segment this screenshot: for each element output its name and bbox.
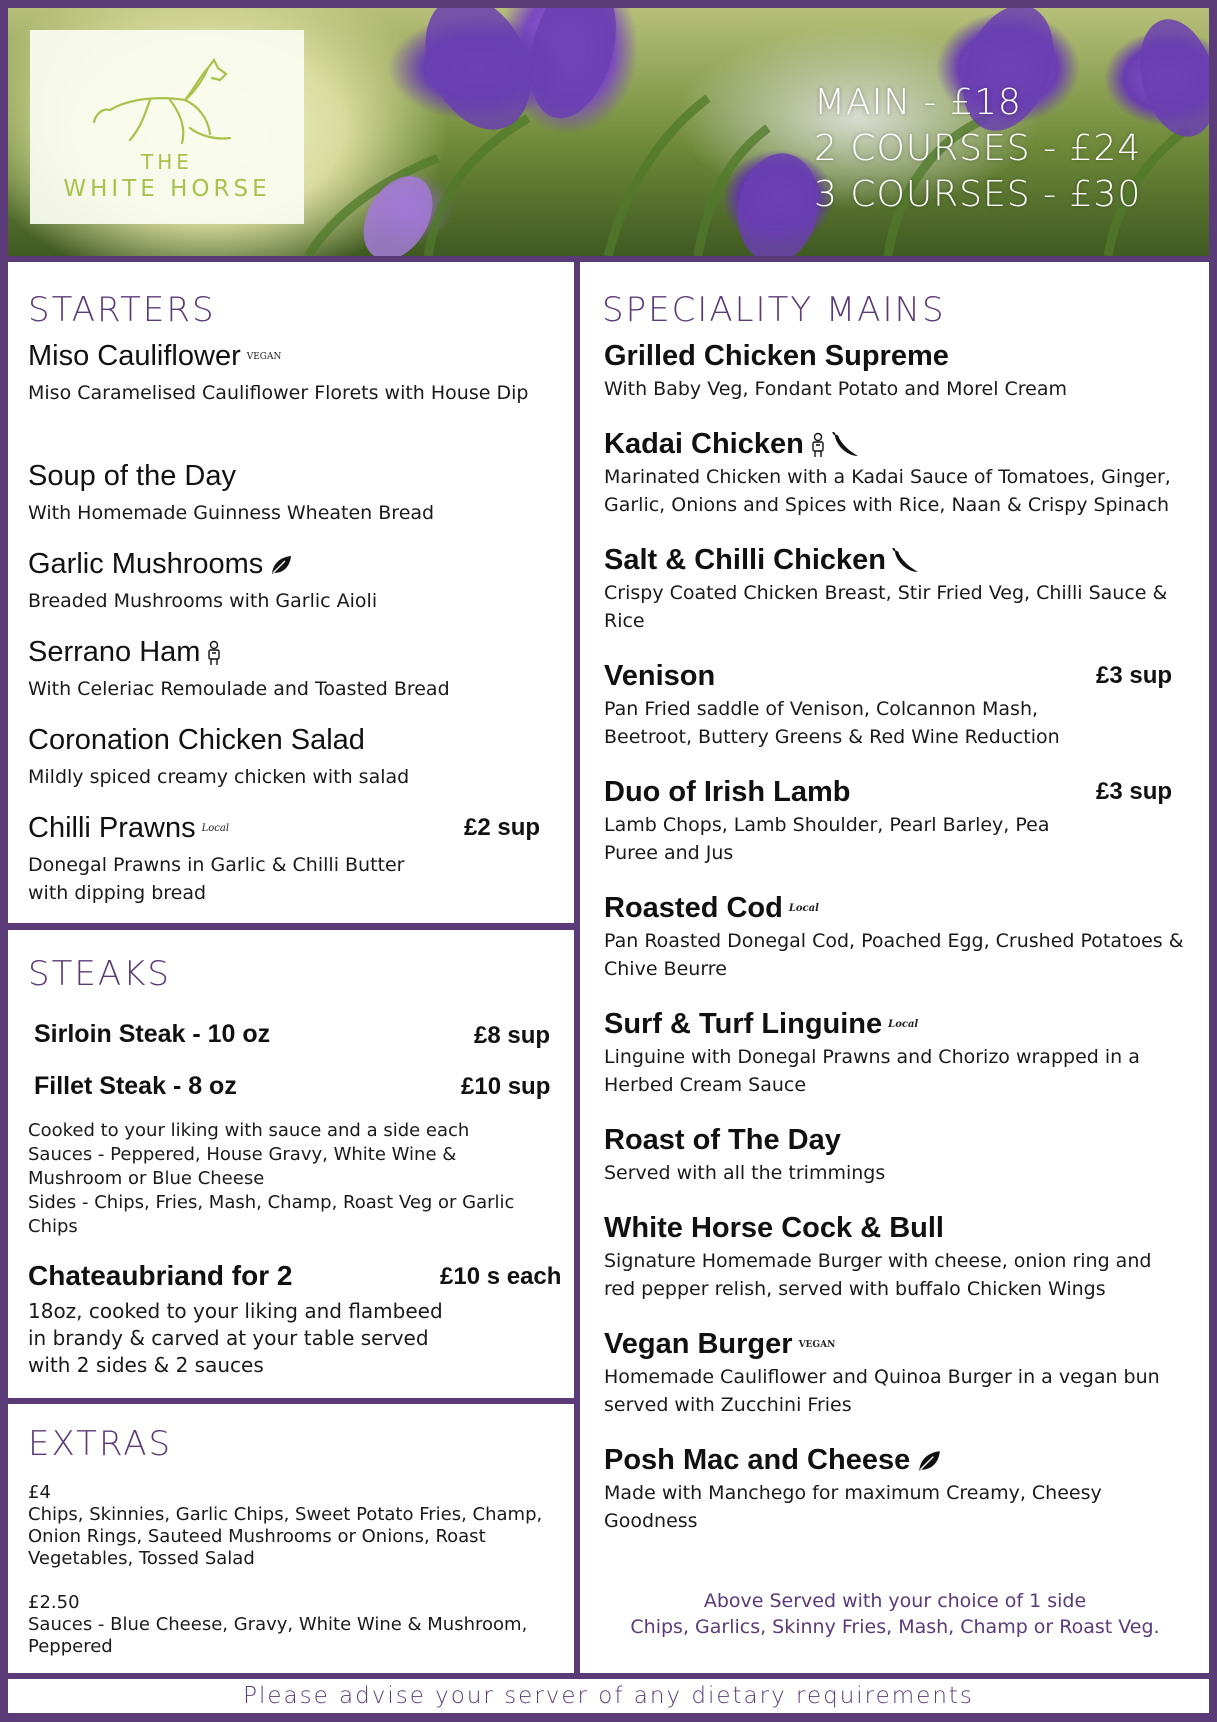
menu-item: [604, 340, 1184, 403]
item-name: Vegan Burger: [604, 1328, 793, 1360]
chilli-icon: [892, 548, 920, 574]
extras-items: Sauces - Blue Cheese, Gravy, White Wine & Mushroom, Peppered: [28, 1614, 528, 1657]
price-supplement: £8 sup: [474, 1022, 551, 1049]
item-description: Marinated Chicken with a Kadai Sauce of Tomatoes, Ginger, Garlic, Onions and Spices with Rice, Naan & Crispy Spinach: [604, 466, 1171, 516]
steak-name: Sirloin Steak - 10 oz: [34, 1020, 271, 1048]
side-choice-note: [580, 1588, 1210, 1640]
item-description: Served with all the trimmings: [604, 1162, 886, 1184]
price-3-courses: 3 COURSES - £30: [814, 174, 1142, 215]
chef-icon: [810, 432, 826, 458]
item-name: Garlic Mushrooms: [28, 548, 264, 580]
item-description: Lamb Chops, Lamb Shoulder, Pearl Barley, Pea Puree and Jus: [604, 814, 1050, 864]
item-description: Mildly spiced creamy chicken with salad: [28, 766, 410, 788]
extras-group-4: [28, 1482, 548, 1570]
item-description: Donegal Prawns in Garlic & Chilli Butter with dipping bread: [28, 854, 405, 904]
menu-item: [28, 636, 558, 703]
item-name: Duo of Irish Lamb: [604, 776, 851, 808]
menu-item: [604, 428, 1184, 519]
menu-item: [604, 660, 1084, 751]
steak-note-line: Sauces - Peppered, House Gravy, White Wine & Mushroom or Blue Cheese: [28, 1144, 457, 1189]
menu-item: [604, 1212, 1184, 1303]
item-description: Crispy Coated Chicken Breast, Stir Fried Veg, Chilli Sauce & Rice: [604, 582, 1168, 632]
menu-item: [604, 892, 1184, 983]
item-description: Breaded Mushrooms with Garlic Aioli: [28, 590, 378, 612]
item-name: Miso Cauliflower: [28, 340, 241, 372]
item-description: Pan Fried saddle of Venison, Colcannon Mash, Beetroot, Buttery Greens & Red Wine Reduction: [604, 698, 1060, 748]
item-description: Pan Roasted Donegal Cod, Poached Egg, Crushed Potatoes & Chive Beurre: [604, 930, 1184, 980]
menu-item: [28, 460, 558, 527]
extras-price: £2.50: [28, 1592, 80, 1613]
item-description: With Homemade Guinness Wheaten Bread: [28, 502, 435, 524]
item-description: 18oz, cooked to your liking and flambeed in brandy & carved at your table served with 2 sides & 2 sauces: [28, 1299, 443, 1377]
item-name: Kadai Chicken: [604, 428, 804, 460]
item-name: Roasted Cod: [604, 892, 783, 924]
menu-item: [28, 548, 558, 615]
local-tag: Local: [788, 903, 819, 914]
item-description: With Celeriac Remoulade and Toasted Bread: [28, 678, 450, 700]
item-description: Made with Manchego for maximum Creamy, Cheesy Goodness: [604, 1482, 1102, 1532]
extras-group-250: [28, 1592, 548, 1658]
item-name: Coronation Chicken Salad: [28, 724, 365, 756]
item-name: Roast of The Day: [604, 1124, 841, 1156]
price-supplement: £3 sup: [1096, 662, 1173, 689]
starters-panel: [8, 262, 574, 923]
item-name: Serrano Ham: [28, 636, 201, 668]
menu-item: [28, 340, 558, 407]
mains-panel: [580, 262, 1209, 1673]
item-name: Soup of the Day: [28, 460, 236, 492]
item-name: Salt & Chilli Chicken: [604, 544, 886, 576]
price-2-courses: 2 COURSES - £24: [814, 128, 1142, 169]
item-name: Chateaubriand for 2: [28, 1260, 293, 1291]
item-name: Surf & Turf Linguine: [604, 1008, 883, 1040]
price-supplement: £10 sup: [461, 1073, 551, 1100]
menu-item: [604, 776, 1084, 867]
price-supplement: £3 sup: [1096, 778, 1173, 805]
horse-logo-icon: [90, 48, 240, 148]
chilli-icon: [832, 432, 860, 458]
menu-item: [604, 1008, 1184, 1099]
item-name: White Horse Cock & Bull: [604, 1212, 944, 1244]
item-name: Posh Mac and Cheese: [604, 1444, 911, 1476]
item-description: With Baby Veg, Fondant Potato and Morel Cream: [604, 378, 1068, 400]
leaf-icon: [269, 553, 293, 577]
menu-item: [604, 1124, 1184, 1187]
item-name: Grilled Chicken Supreme: [604, 340, 949, 372]
menu-item: [28, 1260, 458, 1379]
extras-panel: [8, 1404, 574, 1673]
side-choice-line: Chips, Garlics, Skinny Fries, Mash, Champ or Roast Veg.: [630, 1616, 1160, 1638]
menu-item: [28, 724, 558, 791]
vegan-tag: VEGAN: [798, 1339, 836, 1350]
menu-item: [28, 812, 448, 907]
item-description: Signature Homemade Burger with cheese, onion ring and red pepper relish, served with buffalo Chicken Wings: [604, 1250, 1152, 1300]
dietary-footer: Please advise your server of any dietary requirements: [8, 1679, 1209, 1713]
steaks-title: STEAKS: [28, 954, 171, 994]
extras-price: £4: [28, 1482, 51, 1503]
item-name: Chilli Prawns: [28, 812, 196, 844]
logo-text-the: THE: [141, 150, 193, 174]
local-tag: Local: [201, 823, 230, 834]
extras-items: Chips, Skinnies, Garlic Chips, Sweet Potato Fries, Champ, Onion Rings, Sauteed Mushrooms or Onions, Roast Vegetables, Tossed Salad: [28, 1504, 543, 1569]
header-banner: [8, 8, 1209, 256]
item-description: Homemade Cauliflower and Quinoa Burger in a vegan bun served with Zucchini Fries: [604, 1366, 1160, 1416]
steak-note-line: Cooked to your liking with sauce and a side each: [28, 1120, 470, 1141]
starters-title: STARTERS: [28, 290, 216, 330]
logo: [30, 30, 304, 224]
chef-icon: [206, 640, 222, 666]
local-tag: Local: [888, 1019, 919, 1030]
steak-details: [28, 1119, 548, 1239]
menu-item: [604, 1328, 1184, 1419]
steaks-panel: [8, 930, 574, 1398]
menu-item: [604, 544, 1184, 635]
side-choice-line: Above Served with your choice of 1 side: [703, 1590, 1087, 1612]
price-list: [814, 80, 1141, 218]
leaf-icon: [916, 1448, 942, 1474]
steak-note-line: Sides - Chips, Fries, Mash, Champ, Roast Veg or Garlic Chips: [28, 1192, 515, 1237]
price-supplement: £2 sup: [464, 814, 541, 841]
price-main: MAIN - £18: [814, 82, 1022, 123]
steak-name: Fillet Steak - 8 oz: [34, 1072, 237, 1100]
item-description: Miso Caramelised Cauliflower Florets with House Dip: [28, 382, 529, 404]
menu-item: [604, 1444, 1184, 1535]
price-supplement: £10 s each: [440, 1263, 562, 1290]
vegan-tag: VEGAN: [246, 351, 282, 362]
extras-title: EXTRAS: [28, 1424, 173, 1464]
mains-title: SPECIALITY MAINS: [602, 290, 946, 330]
item-name: Venison: [604, 660, 716, 692]
logo-text-white-horse: WHITE HORSE: [63, 176, 271, 202]
item-description: Linguine with Donegal Prawns and Chorizo wrapped in a Herbed Cream Sauce: [604, 1046, 1140, 1096]
